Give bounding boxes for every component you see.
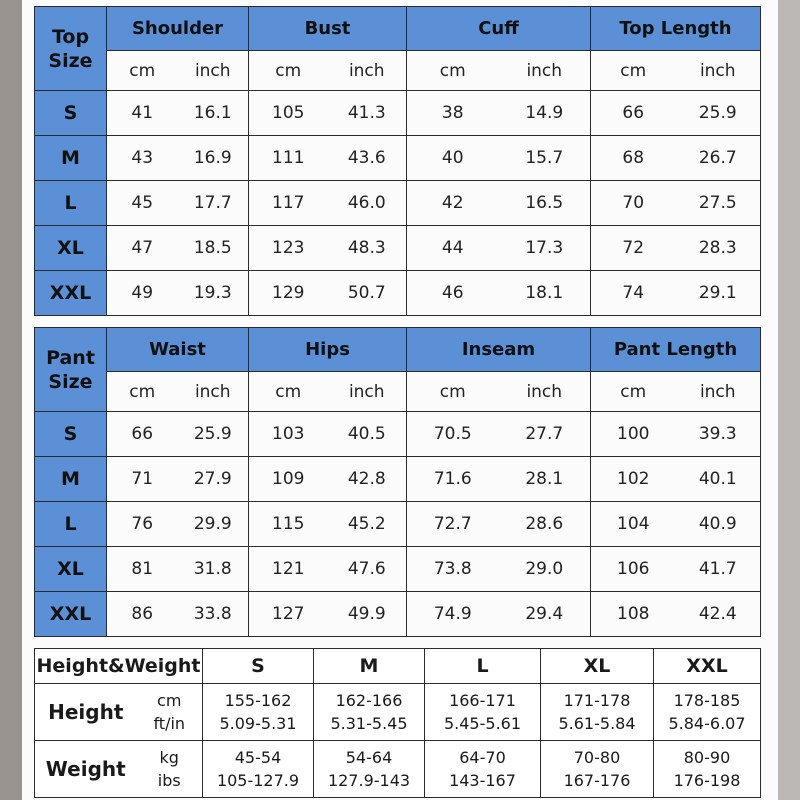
unit-row — [35, 372, 761, 412]
value-cm: 44 — [441, 238, 464, 258]
value-cm: 70 — [622, 193, 645, 213]
unit-cm: cm — [129, 60, 156, 81]
hw-range-cell — [425, 684, 541, 741]
hw-range-cell — [654, 684, 761, 741]
unit-cell — [107, 51, 249, 91]
value-cm: 104 — [617, 514, 650, 534]
measurement-cell — [591, 136, 761, 181]
measurement-cell — [107, 271, 249, 316]
size-label: M — [35, 457, 107, 502]
value-cm: 66 — [131, 424, 154, 444]
unit-inch: inch — [348, 60, 385, 81]
value-cm: 115 — [272, 514, 305, 534]
column-header: Cuff — [407, 7, 591, 51]
measurement-cell — [591, 226, 761, 271]
measurement-cell — [107, 592, 249, 637]
hw-range-cell — [203, 684, 314, 741]
value-inch: 41.3 — [347, 103, 386, 123]
value-inch: 19.3 — [193, 283, 232, 303]
value-inch: 47.6 — [347, 559, 386, 579]
measurement-cell — [107, 136, 249, 181]
size-row — [35, 271, 761, 316]
size-label: XL — [35, 547, 107, 592]
measurement-cell — [249, 412, 407, 457]
hw-range-cell — [541, 741, 654, 798]
unit-cm: cm — [129, 381, 156, 402]
measurement-cell — [591, 412, 761, 457]
measurement-cell — [249, 592, 407, 637]
value-cm: 108 — [617, 604, 650, 624]
hw-size-header: S — [203, 649, 314, 684]
unit-cell — [407, 372, 591, 412]
measurement-cell — [591, 547, 761, 592]
size-row — [35, 136, 761, 181]
size-row — [35, 91, 761, 136]
value-inch: 25.9 — [193, 424, 232, 444]
value-cm: 100 — [617, 424, 650, 444]
corner-line-1: Top — [51, 25, 90, 48]
value-inch: 26.7 — [698, 148, 737, 168]
size-label: M — [35, 136, 107, 181]
measurement-cell — [249, 136, 407, 181]
measurement-cell — [407, 136, 591, 181]
hw-range-2: 5.09-5.31 — [219, 714, 297, 733]
hw-range-cell — [203, 741, 314, 798]
measurement-cell — [407, 91, 591, 136]
hw-size-header: XXL — [654, 649, 761, 684]
measurement-cell — [249, 271, 407, 316]
value-cm: 43 — [131, 148, 154, 168]
size-corner-header — [35, 328, 107, 412]
value-cm: 71.6 — [433, 469, 472, 489]
value-inch: 29.1 — [698, 283, 737, 303]
measurement-cell — [249, 457, 407, 502]
height-weight-table — [34, 648, 761, 798]
column-header: Top Length — [591, 7, 761, 51]
value-inch: 50.7 — [347, 283, 386, 303]
value-inch: 15.7 — [525, 148, 564, 168]
measurement-cell — [591, 271, 761, 316]
unit-cell — [591, 51, 761, 91]
background-right-edge — [778, 0, 800, 800]
value-inch: 39.3 — [698, 424, 737, 444]
measurement-cell — [407, 502, 591, 547]
hw-range-2: 127.9-143 — [327, 771, 411, 790]
unit-cm: cm — [439, 60, 466, 81]
size-row — [35, 592, 761, 637]
unit-cm: cm — [275, 381, 302, 402]
measurement-cell — [107, 457, 249, 502]
value-cm: 86 — [131, 604, 154, 624]
value-cm: 74.9 — [433, 604, 472, 624]
column-header: Waist — [107, 328, 249, 372]
value-inch: 27.9 — [193, 469, 232, 489]
column-header: Hips — [249, 328, 407, 372]
unit-cm: cm — [620, 381, 647, 402]
hw-size-header: M — [314, 649, 425, 684]
value-inch: 46.0 — [347, 193, 386, 213]
hw-header-row — [35, 649, 761, 684]
measurement-cell — [407, 181, 591, 226]
hw-row — [35, 684, 761, 741]
hw-range-2: 105-127.9 — [216, 771, 300, 790]
value-cm: 66 — [622, 103, 645, 123]
measurement-cell — [107, 91, 249, 136]
value-inch: 16.1 — [193, 103, 232, 123]
column-header: Pant Length — [591, 328, 761, 372]
hw-unit-cell — [137, 684, 203, 741]
size-label: L — [35, 502, 107, 547]
value-cm: 109 — [272, 469, 305, 489]
hw-range-cell — [314, 741, 425, 798]
unit-cell — [591, 372, 761, 412]
measurement-cell — [407, 226, 591, 271]
hw-range-cell — [314, 684, 425, 741]
column-header: Bust — [249, 7, 407, 51]
hw-range-2: 176-198 — [673, 771, 741, 790]
hw-range-1: 70-80 — [573, 748, 621, 767]
measurement-cell — [407, 271, 591, 316]
measurement-cell — [591, 502, 761, 547]
value-inch: 25.9 — [698, 103, 737, 123]
value-cm: 72.7 — [433, 514, 472, 534]
unit-cell — [107, 372, 249, 412]
value-inch: 27.7 — [525, 424, 564, 444]
unit-cell — [249, 51, 407, 91]
value-cm: 103 — [272, 424, 305, 444]
unit-inch: inch — [194, 381, 231, 402]
value-inch: 16.5 — [525, 193, 564, 213]
unit-cm: cm — [275, 60, 302, 81]
value-inch: 40.1 — [698, 469, 737, 489]
value-inch: 42.4 — [698, 604, 737, 624]
value-cm: 81 — [131, 559, 154, 579]
value-inch: 41.7 — [698, 559, 737, 579]
hw-unit-cell — [137, 741, 203, 798]
value-cm: 41 — [131, 103, 154, 123]
value-inch: 14.9 — [525, 103, 564, 123]
value-inch: 18.5 — [193, 238, 232, 258]
value-inch: 28.6 — [525, 514, 564, 534]
size-label: XL — [35, 226, 107, 271]
value-cm: 76 — [131, 514, 154, 534]
unit-inch: inch — [699, 60, 736, 81]
value-cm: 40 — [441, 148, 464, 168]
value-inch: 29.4 — [525, 604, 564, 624]
value-cm: 105 — [272, 103, 305, 123]
hw-row-label: Weight — [35, 741, 137, 798]
value-inch: 31.8 — [193, 559, 232, 579]
value-cm: 47 — [131, 238, 154, 258]
measurement-cell — [249, 91, 407, 136]
value-cm: 74 — [622, 283, 645, 303]
hw-range-cell — [425, 741, 541, 798]
value-cm: 121 — [272, 559, 305, 579]
column-header: Inseam — [407, 328, 591, 372]
size-row — [35, 457, 761, 502]
value-inch: 29.0 — [525, 559, 564, 579]
value-inch: 28.1 — [525, 469, 564, 489]
value-inch: 49.9 — [347, 604, 386, 624]
top-size-table — [34, 6, 761, 316]
size-row — [35, 502, 761, 547]
unit-row — [35, 51, 761, 91]
size-label: S — [35, 412, 107, 457]
value-cm: 129 — [272, 283, 305, 303]
header-row — [35, 7, 761, 51]
unit-inch: inch — [699, 381, 736, 402]
unit-cell — [407, 51, 591, 91]
hw-range-1: 64-70 — [459, 748, 506, 767]
measurement-cell — [249, 547, 407, 592]
size-row — [35, 412, 761, 457]
value-inch: 16.9 — [193, 148, 232, 168]
corner-line-2: Size — [48, 370, 93, 393]
value-cm: 70.5 — [433, 424, 472, 444]
measurement-cell — [407, 457, 591, 502]
size-corner-header — [35, 7, 107, 91]
measurement-cell — [107, 412, 249, 457]
pant-size-table — [34, 327, 761, 637]
unit-cell — [249, 372, 407, 412]
measurement-cell — [407, 412, 591, 457]
size-label: S — [35, 91, 107, 136]
header-row — [35, 328, 761, 372]
hw-range-1: 155-162 — [224, 691, 292, 710]
measurement-cell — [107, 547, 249, 592]
unit-inch: inch — [526, 381, 563, 402]
hw-range-1: 80-90 — [683, 748, 731, 767]
measurement-cell — [407, 547, 591, 592]
value-inch: 17.7 — [193, 193, 232, 213]
corner-line-1: Pant — [46, 346, 95, 369]
value-inch: 33.8 — [193, 604, 232, 624]
value-cm: 127 — [272, 604, 305, 624]
size-row — [35, 226, 761, 271]
size-label: L — [35, 181, 107, 226]
value-inch: 28.3 — [698, 238, 737, 258]
hw-range-2: 5.31-5.45 — [330, 714, 408, 733]
value-cm: 49 — [131, 283, 154, 303]
measurement-cell — [591, 457, 761, 502]
value-cm: 106 — [617, 559, 650, 579]
value-inch: 43.6 — [347, 148, 386, 168]
hw-range-2: 5.45-5.61 — [443, 714, 522, 733]
value-cm: 73.8 — [433, 559, 472, 579]
value-inch: 29.9 — [193, 514, 232, 534]
hw-range-1: 171-178 — [563, 691, 631, 710]
measurement-cell — [249, 226, 407, 271]
value-cm: 72 — [622, 238, 645, 258]
value-cm: 111 — [272, 148, 305, 168]
value-cm: 45 — [131, 193, 154, 213]
hw-row — [35, 741, 761, 798]
value-inch: 48.3 — [347, 238, 386, 258]
hw-title: Height&Weight — [35, 649, 203, 684]
value-inch: 42.8 — [347, 469, 386, 489]
hw-range-2: 5.84-6.07 — [668, 714, 746, 733]
measurement-cell — [107, 502, 249, 547]
value-cm: 102 — [617, 469, 650, 489]
hw-range-cell — [541, 684, 654, 741]
column-header: Shoulder — [107, 7, 249, 51]
unit-cm: cm — [620, 60, 647, 81]
hw-range-1: 54-64 — [345, 748, 393, 767]
size-label: XXL — [35, 271, 107, 316]
hw-range-2: 5.61-5.84 — [558, 714, 636, 733]
measurement-cell — [107, 226, 249, 271]
unit-inch: inch — [526, 60, 563, 81]
measurement-cell — [591, 91, 761, 136]
hw-range-1: 178-185 — [673, 691, 741, 710]
hw-range-1: 162-166 — [335, 691, 403, 710]
hw-unit-1: cm — [157, 691, 182, 710]
value-cm: 42 — [441, 193, 464, 213]
measurement-cell — [249, 502, 407, 547]
value-cm: 117 — [272, 193, 305, 213]
hw-unit-2: ibs — [157, 771, 181, 790]
measurement-cell — [249, 181, 407, 226]
size-row — [35, 547, 761, 592]
value-cm: 38 — [441, 103, 464, 123]
value-cm: 68 — [622, 148, 645, 168]
hw-range-cell — [654, 741, 761, 798]
value-inch: 27.5 — [698, 193, 737, 213]
corner-line-2: Size — [48, 49, 93, 72]
hw-size-header: L — [425, 649, 541, 684]
hw-row-label: Height — [35, 684, 137, 741]
value-inch: 45.2 — [347, 514, 386, 534]
unit-cm: cm — [439, 381, 466, 402]
value-inch: 18.1 — [525, 283, 564, 303]
value-cm: 46 — [441, 283, 464, 303]
hw-range-2: 167-176 — [563, 771, 631, 790]
hw-range-2: 143-167 — [449, 771, 516, 790]
hw-size-header: XL — [541, 649, 654, 684]
hw-unit-2: ft/in — [153, 714, 186, 733]
size-row — [35, 181, 761, 226]
measurement-cell — [591, 592, 761, 637]
value-inch: 40.9 — [698, 514, 737, 534]
background-left-edge — [0, 0, 22, 800]
value-cm: 71 — [131, 469, 154, 489]
measurement-cell — [407, 592, 591, 637]
measurement-cell — [591, 181, 761, 226]
unit-inch: inch — [348, 381, 385, 402]
hw-range-1: 45-54 — [234, 748, 282, 767]
measurement-cell — [107, 181, 249, 226]
value-cm: 123 — [272, 238, 305, 258]
value-inch: 40.5 — [347, 424, 386, 444]
hw-range-1: 166-171 — [449, 691, 516, 710]
hw-unit-1: kg — [159, 748, 179, 767]
unit-inch: inch — [194, 60, 231, 81]
size-label: XXL — [35, 592, 107, 637]
value-inch: 17.3 — [525, 238, 564, 258]
